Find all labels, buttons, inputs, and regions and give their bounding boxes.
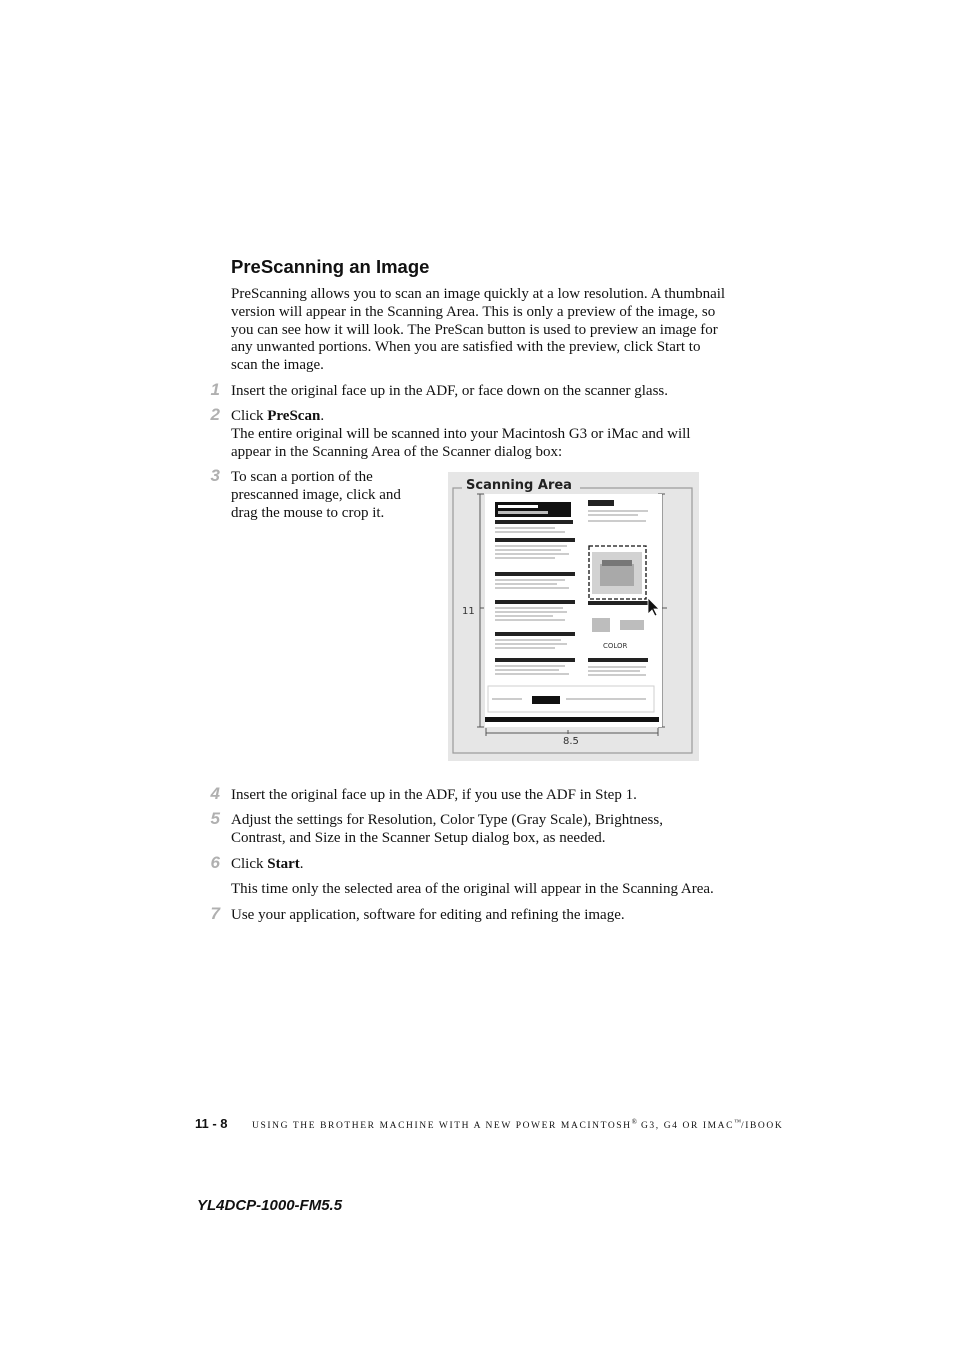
- color-label: COLOR: [603, 642, 628, 650]
- step-text: [231, 856, 731, 874]
- step-number: 2: [210, 405, 220, 424]
- step-text: [231, 408, 731, 426]
- scanning-area-illustration: [448, 472, 699, 761]
- page-number: 11 - 8: [195, 1116, 228, 1131]
- registered-mark: ®: [631, 1118, 637, 1126]
- footer-text-c: /IBOOK: [740, 1121, 784, 1132]
- intro-paragraph: PreScanning allows you to scan an image quickly at a low resolution. A thumbnail version will appear in the Scanning Area. This is only a preview of the image, so you can see how it will look. The PreScan button is used to preview an image for any unwanted portions. When you are satisfied with the preview, click Start to scan the image.: [231, 286, 726, 374]
- step-number: 6: [210, 853, 220, 872]
- step-text: Adjust the settings for Resolution, Color Type (Gray Scale), Brightness, Contrast, and Size in the Scanner Setup dialog box, as needed.: [231, 812, 663, 846]
- running-footer: [252, 1118, 783, 1131]
- scanning-area-label: Scanning Area: [466, 478, 572, 493]
- page-bottom-band: [485, 717, 659, 722]
- step-text: To scan a portion of the prescanned image, click and drag the mouse to crop it.: [231, 469, 401, 521]
- start-keyword: Start: [267, 856, 300, 872]
- footer-text-b: G3, G4 OR IMAC: [636, 1121, 735, 1132]
- step-number: 4: [210, 784, 220, 803]
- width-label: 8.5: [563, 736, 579, 747]
- step-text-pre: Click: [231, 856, 268, 872]
- document-code: YL4DCP-1000-FM5.5: [197, 1197, 343, 1214]
- step-number: 7: [210, 904, 220, 923]
- scanning-area-figure: [448, 472, 699, 761]
- step-number: 5: [210, 809, 220, 828]
- step-text: Insert the original face up in the ADF, if you use the ADF in Step 1.: [231, 787, 637, 803]
- header-block: [495, 502, 571, 517]
- step-text-pre: Click: [231, 408, 268, 424]
- footer-text-a: USING THE BROTHER MACHINE WITH A NEW POWER MACINTOSH: [252, 1121, 632, 1132]
- step-text-post: .: [320, 408, 325, 424]
- step-text: Use your application, software for editing and refining the image.: [231, 907, 625, 923]
- height-label: 11: [462, 606, 475, 617]
- step-text: Insert the original face up in the ADF, or face down on the scanner glass.: [231, 383, 668, 399]
- trademark-mark: ™: [734, 1118, 741, 1126]
- step-detail: This time only the selected area of the original will appear in the Scanning Area.: [231, 881, 714, 897]
- step-number: 1: [210, 380, 220, 399]
- section-title: PreScanning an Image: [231, 256, 430, 277]
- step-text-post: .: [299, 856, 304, 872]
- step-number: 3: [210, 466, 220, 485]
- prescan-keyword: PreScan: [267, 408, 321, 424]
- step-detail: The entire original will be scanned into your Macintosh G3 or iMac and will appear in the Scanning Area of the Scanner dialog box:: [231, 426, 691, 460]
